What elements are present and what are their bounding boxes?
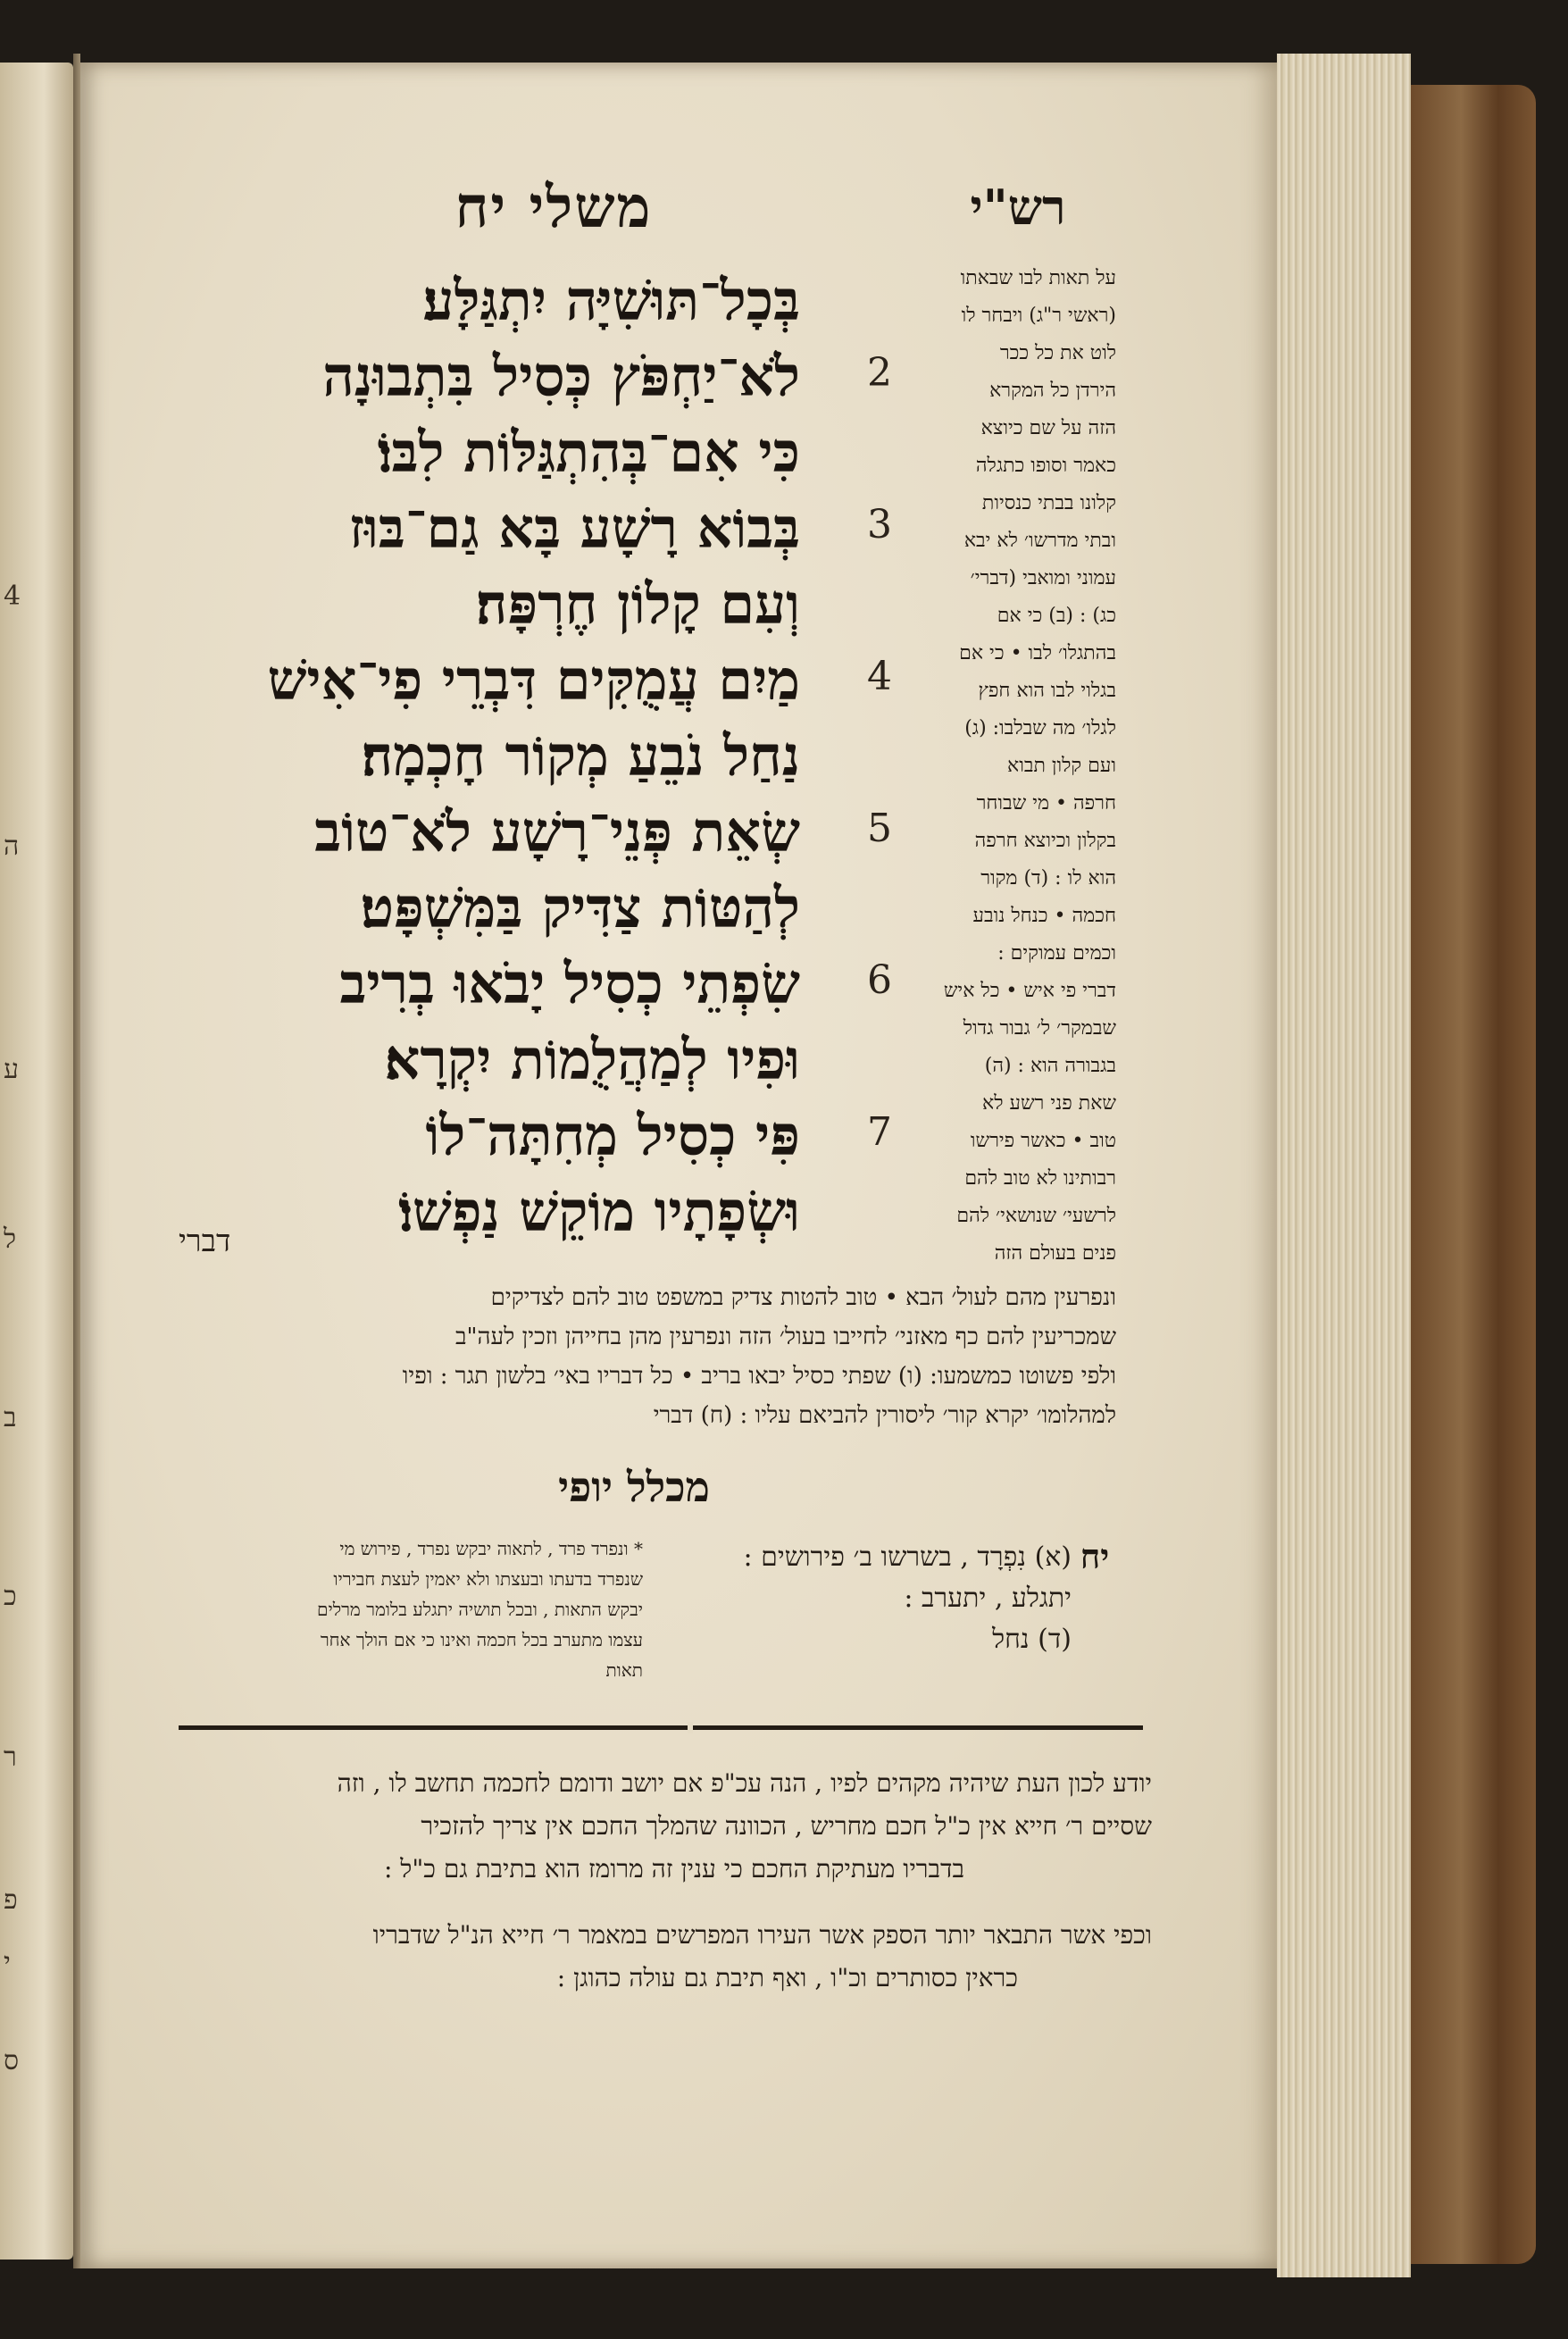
rule-break (688, 1722, 693, 1733)
verse-line: שִׂפְתֵי כְסִיל יָבֹאוּ בְרִיב (339, 951, 800, 1016)
side-note-line: יבקש התאות , ובכל תושיה יתגלע בלומר מרלים (317, 1599, 643, 1620)
rashi-line: ובתי מדרשו׳ לא יבא (963, 530, 1116, 552)
rashi-line: הירדן כל המקרא (989, 380, 1116, 402)
page-edges (1277, 54, 1411, 2277)
section-title: מכלל יופי (558, 1463, 710, 1511)
verse-line: לְהַטּוֹת צַדִּיק בַּמִּשְׁפָּט׃ (360, 875, 800, 940)
rashi-continuation-line: למהלומו׳ יקרא קור׳ ליסורין להביאם עליו : (ח) דברי (653, 1402, 1116, 1429)
verse-line: וְעִם קָלוֹן חֶרְפָּה׃ (475, 572, 800, 637)
note-line: (ד) נחל (992, 1624, 1072, 1655)
verse-line: בְּבוֹא רָשָׁע בָּא גַם־בּוּז (348, 496, 800, 561)
rashi-line: בקלון וכיוצא חרפה (974, 830, 1116, 852)
rashi-line: חרפה • מי שבוחר (976, 792, 1116, 814)
rashi-line: על תאות לבו שבאתו (960, 267, 1116, 289)
note-line: יתגלע , יתערב : (904, 1583, 1072, 1614)
rashi-continuation-line: ונפרעין מהם לעול׳ הבא • טוב להטות צדיק במשפט טוב להם לצדיקים (490, 1284, 1116, 1311)
verse-number: 3 (867, 502, 892, 547)
rashi-line: הזה על שם כיוצא (980, 417, 1116, 439)
verse-number: 7 (867, 1109, 892, 1155)
bottom-commentary-line: בדבריו מעתיקת החכם כי ענין זה מרומז הוא בתיבת גם כ"ל : (383, 1854, 964, 1884)
verse-line: בְּכָל־תּוּשִׁיָּה יִתְגַּלָּע׃ (422, 268, 800, 333)
rashi-line: לוט את כל ככר (999, 342, 1116, 364)
bottom-commentary-line: שסיים ר׳ חייא אין כ"ל חכם מחריש , הכוונה שהמלך החכם אין צריך להזכיר (421, 1811, 1152, 1841)
verse-line: נַחַל נֹבֵעַ מְקוֹר חָכְמָה׃ (361, 723, 800, 789)
book-cover (1411, 85, 1536, 2264)
horizontal-rule (179, 1725, 1143, 1730)
side-note-line: עצמו מתערב בכל חכמה ואינו כי אם הולך אחר (320, 1629, 643, 1650)
catchword: דברי (179, 1224, 231, 1259)
facing-page-fragment: פ (4, 1884, 18, 1916)
facing-page-fragment: 4 (4, 581, 21, 612)
rashi-line: שאת פני רשע לא (982, 1092, 1116, 1115)
verse-number: 2 (867, 350, 892, 396)
rashi-line: בגבורה הוא : (ה) (984, 1055, 1116, 1077)
rashi-line: כג) : (ב) כי אם (997, 605, 1116, 627)
facing-page-fragment: י (4, 1947, 11, 1978)
rashi-line: טוב • כאשר פירשו (970, 1130, 1116, 1152)
rashi-line: שבמקר׳ ל׳ גבור גדול (963, 1017, 1116, 1040)
verse-line: פִּי כְסִיל מְחִתָּה־לוֹ (425, 1103, 800, 1168)
facing-page-edge (0, 63, 73, 2260)
verse-line: וּשְׂפָתָיו מוֹקֵשׁ נַפְשׁוֹ׃ (398, 1179, 800, 1244)
verse-line: מַיִם עֲמֻקִּים דִּבְרֵי פִי־אִישׁ (267, 647, 800, 713)
rashi-line: כאמר וסופו כתגלה (975, 455, 1116, 477)
bottom-commentary-line: כראין כסותרים וכ"ו , ואף תיבת גם עולה כהוגן : (556, 1963, 1018, 1992)
verse-number: 5 (867, 806, 892, 851)
facing-page-fragment: כ (4, 1581, 17, 1612)
side-note-line: * ונפרד פרד , לתאוה יבקש נפרד , פירוש מי (339, 1538, 643, 1559)
note-line: (א) נִפְרָד , בשרשו ב׳ פירושים : (743, 1541, 1072, 1573)
rashi-line: בגלוי לבו הוא חפץ (978, 680, 1116, 702)
facing-page-fragment: ס (4, 2045, 20, 2076)
verse-line: לֹא־יַחְפֹּץ כְּסִיל בִּתְבוּנָה (322, 344, 800, 409)
rashi-line: עמוני ומואבי (דברי׳ (970, 567, 1116, 589)
verse-number: 6 (867, 957, 892, 1003)
rashi-line: חכמה • כנחל נובע (972, 905, 1116, 927)
chapter-note-label: יח (1080, 1536, 1110, 1576)
verse-line: וּפִיו לְמַהֲלֻמוֹת יִקְרָא׃ (384, 1027, 800, 1092)
verse-line: שְׂאֵת פְּנֵי־רָשָׁע לֹא־טוֹב (314, 799, 800, 865)
rashi-line: דברי פי איש • כל איש (943, 980, 1116, 1002)
facing-page-fragment: ב (4, 1402, 17, 1433)
rashi-line: הוא לו : (ד) מקור (980, 867, 1116, 890)
side-note-line: שנפרד בדעתו ובעצתו ולא יאמין לעצת חביריו (333, 1568, 643, 1590)
rashi-line: בהתגלו׳ לבו • כי אם (959, 642, 1116, 664)
rashi-line: ועם קלון תבוא (1007, 755, 1116, 777)
rashi-line: לרשעי׳ שנושאי׳ להם (956, 1205, 1116, 1227)
rashi-continuation-line: שמכריעין להם כף מאזני׳ לחייבו בעול׳ הזה ונפרעין מהן בחייהן וזכין לעה"ב (455, 1324, 1116, 1350)
rashi-line: קלונו בבתי כנסיות (981, 492, 1116, 514)
bottom-commentary-line: וכפי אשר התבאר יותר הספק אשר העירו המפרשים במאמר ר׳ חייא הנ"ל שדבריו (372, 1920, 1152, 1950)
running-head-commentary: רש"י (970, 179, 1066, 236)
rashi-line: לגלו׳ מה שבלבו: (ג) (964, 717, 1116, 739)
verse-number: 4 (867, 654, 892, 699)
facing-page-fragment: ל (4, 1224, 17, 1255)
verse-line: כִּי אִם־בְּהִתְגַּלּוֹת לִבּוֹ׃ (377, 420, 800, 485)
rashi-line: רבותינו לא טוב להם (964, 1167, 1116, 1190)
side-note-line: תאות (605, 1659, 643, 1681)
bottom-commentary-line: יודע לכון העת שיהיה מקהים לפיו , הנה עכ"פ אם יושב ודומם לחכמה תחשב לו , וזה (337, 1768, 1152, 1798)
facing-page-fragment: ה (4, 831, 20, 862)
facing-page-fragment: ר (4, 1742, 17, 1773)
rashi-line: (ראשי ר"ג) ויבחר לו (961, 305, 1116, 327)
running-head-title: משלי יח (455, 174, 653, 241)
rashi-line: פנים בעולם הזה (994, 1242, 1116, 1265)
rashi-continuation-line: ולפי פשוטו כמשמעו: (ו) שפתי כסיל יבאו בריב • כל דבריו באי׳ בלשון תגר : ופיו (402, 1363, 1116, 1390)
rashi-line: וכמים עמוקים : (997, 942, 1116, 965)
facing-page-fragment: ע (4, 1054, 19, 1085)
